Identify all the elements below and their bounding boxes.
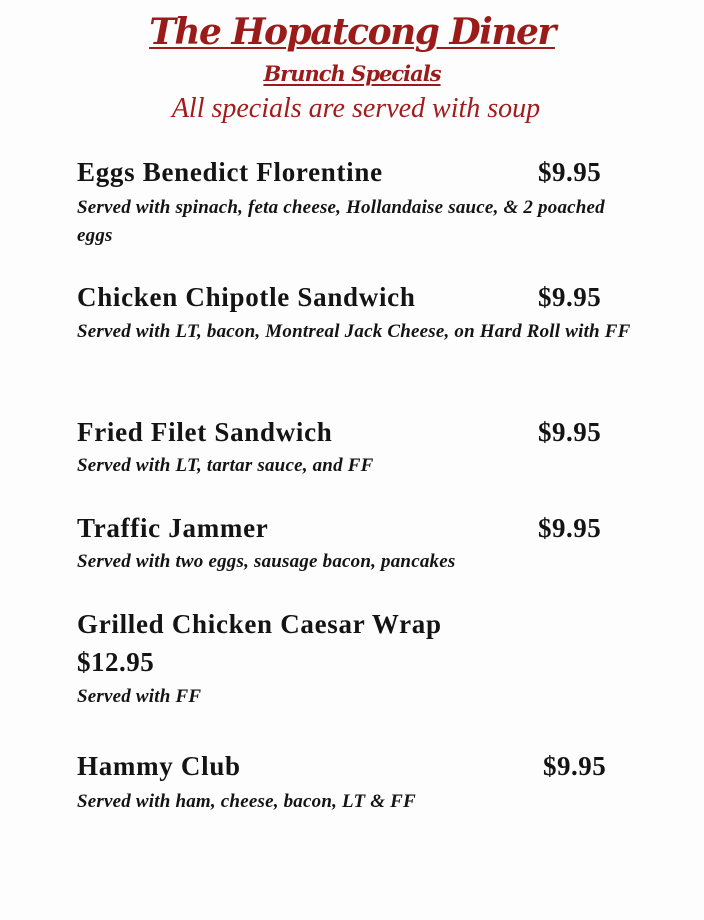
item-price-eggs-benedict: $9.95 — [538, 157, 602, 187]
item-desc-hammy-club: Served with ham, cheese, bacon, LT & FF — [77, 791, 416, 812]
item-price-fried-filet: $9.95 — [538, 417, 602, 447]
item-name-traffic-jammer: Traffic Jammer — [77, 513, 269, 543]
item-price-chicken-chipotle: $9.95 — [538, 282, 602, 312]
item-price-hammy-club: $9.95 — [543, 751, 607, 781]
diner-title: The Hopatcong Diner — [149, 11, 555, 53]
item-name-chicken-chipotle: Chicken Chipotle Sandwich — [77, 282, 416, 312]
item-price-traffic-jammer: $9.95 — [538, 513, 602, 543]
item-name-caesar-wrap: Grilled Chicken Caesar Wrap — [77, 609, 442, 639]
item-desc-caesar-wrap: Served with FF — [77, 686, 202, 707]
item-name-fried-filet: Fried Filet Sandwich — [77, 417, 333, 447]
item-name-hammy-club: Hammy Club — [77, 751, 241, 781]
item-desc-fried-filet: Served with LT, tartar sauce, and FF — [77, 455, 374, 476]
item-desc-eggs-benedict: Served with spinach, feta cheese, Hollandaise sauce, & 2 poached eggs — [77, 197, 605, 246]
soup-note: All specials are served with soup — [171, 93, 541, 124]
menu-subtitle: Brunch Specials — [263, 61, 441, 86]
item-desc-traffic-jammer: Served with two eggs, sausage bacon, pancakes — [77, 551, 456, 572]
item-name-eggs-benedict: Eggs Benedict Florentine — [77, 157, 383, 187]
item-desc-chicken-chipotle: Served with LT, bacon, Montreal Jack Cheese, on Hard Roll with FF — [77, 321, 631, 342]
item-price-caesar-wrap: $12.95 — [77, 647, 155, 677]
